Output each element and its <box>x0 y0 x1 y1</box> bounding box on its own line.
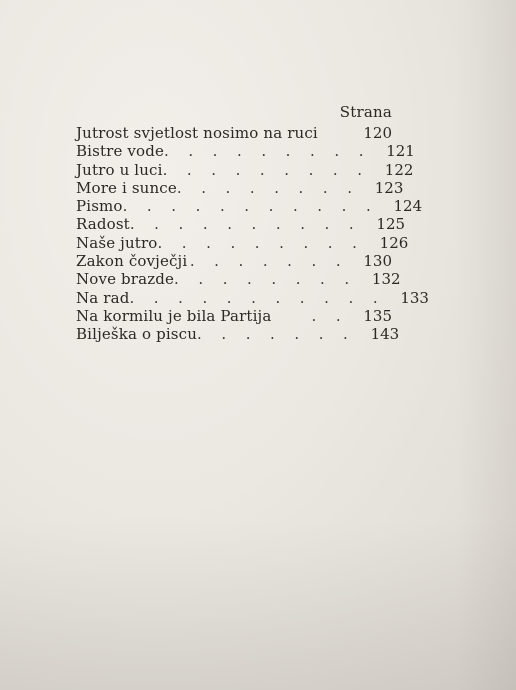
toc-leader-dots: . . <box>311 306 348 325</box>
toc-entry <box>76 325 400 344</box>
toc-entry <box>76 178 404 197</box>
toc-entry <box>76 307 392 325</box>
toc-leader-dots: . . . . . . . . . . <box>129 215 362 234</box>
toc-entry <box>76 215 406 234</box>
toc-entry-title: Radost <box>76 215 130 234</box>
page-shadow-right <box>456 0 516 690</box>
table-of-contents <box>76 100 429 344</box>
toc-header-strana: Strana <box>339 103 392 121</box>
toc-entry-page: 122 <box>384 160 414 179</box>
toc-entry-title: Na kormilu je bila Partija <box>76 306 272 325</box>
toc-entry-title: Jutro u luci <box>76 160 163 179</box>
toc-entry-page: 125 <box>376 215 406 234</box>
toc-leader-dots: . . . . . . . . <box>174 270 357 289</box>
toc-leader-dots: . . . . . . . <box>197 325 356 344</box>
toc-entry-page: 130 <box>363 252 392 271</box>
toc-entry <box>76 197 423 216</box>
toc-entry <box>76 142 415 161</box>
toc-entry-page: 135 <box>363 306 392 325</box>
toc-entry-page: 132 <box>371 270 401 289</box>
toc-entry-page: 121 <box>386 142 415 161</box>
page-shadow-bottom <box>0 520 516 690</box>
toc-leader-dots: . . . . . . . . <box>176 178 360 197</box>
toc-entry-title: Nove brazde <box>76 270 175 289</box>
toc-leader-dots: . . . . . . . . . . . <box>122 197 379 216</box>
toc-entry-page: 120 <box>363 124 392 142</box>
toc-entry <box>76 160 414 179</box>
toc-entry-page: 126 <box>379 233 409 252</box>
toc-entry-page: 124 <box>393 197 423 216</box>
toc-entry-title: Zakon čovječji <box>76 252 188 271</box>
toc-leader-dots: . . . . . . . . . . . <box>129 288 385 307</box>
toc-leader-dots: . . . . . . . <box>189 252 348 271</box>
toc-entry <box>76 288 429 307</box>
toc-leader-dots: . . . . . . . . . <box>164 142 371 161</box>
toc-entry-title: Jutrost svjetlost nosimo na ruci <box>76 124 318 142</box>
toc-entry-title: Pismo <box>76 197 123 216</box>
toc-entry-page: 133 <box>400 288 429 307</box>
toc-entry-title: Bilješka o piscu <box>76 325 198 344</box>
toc-entry <box>76 270 401 289</box>
toc-leader-dots: . . . . . . . . . <box>157 233 365 252</box>
toc-entry <box>76 252 392 270</box>
toc-list <box>76 124 429 344</box>
toc-entry-page: 143 <box>370 325 400 344</box>
toc-leader-dots: . . . . . . . . . <box>162 160 370 179</box>
toc-entry-title: Na rad <box>76 288 130 307</box>
toc-entry-title: Naše jutro <box>76 233 158 252</box>
toc-entry-title: Bistre vode <box>76 142 164 161</box>
toc-entry-page: 123 <box>374 178 404 197</box>
toc-entry-title: More i sunce <box>76 178 177 197</box>
toc-entry <box>76 124 392 142</box>
toc-entry <box>76 233 409 252</box>
